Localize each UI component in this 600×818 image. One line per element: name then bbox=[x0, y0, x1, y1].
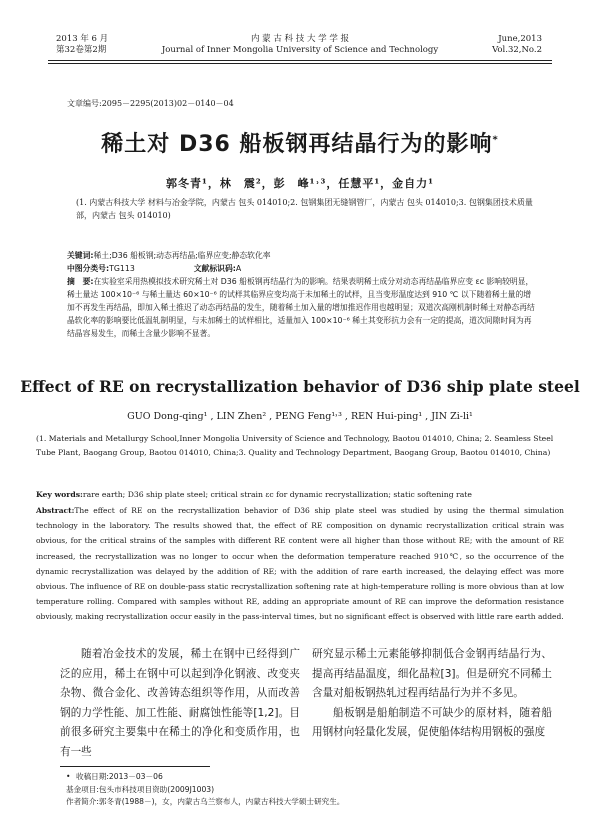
journal-name-en: Journal of Inner Mongolia University of Science and Technology bbox=[161, 45, 439, 55]
paper-title-zh bbox=[0, 127, 600, 158]
keywords-zh-text: 稀土;D36 船板钢;动态再结晶;临界应变;静态软化率 bbox=[93, 251, 271, 260]
keywords-en-text: rare earth; D36 ship plate steel; critical strain εc for dynamic recrystallization; static softening rate bbox=[82, 490, 472, 499]
doc-code-value: A bbox=[235, 264, 242, 273]
header-rule-thin bbox=[48, 63, 552, 64]
volume-issue-en: Vol.32,No.2 bbox=[492, 45, 542, 55]
issue-date: 2013 年 6 月 bbox=[56, 34, 109, 44]
running-header-right bbox=[492, 34, 542, 56]
authors-en: GUO Dong-qing¹ , LIN Zhen² , PENG Feng¹˒³ , REN Hui-ping¹ , JIN Zi-li¹ bbox=[127, 411, 473, 422]
body-column-right bbox=[312, 645, 552, 743]
abstract-zh-text: 在实验室采用热模拟技术研究稀土对 D36 船板钢再结晶行为的影响。结果表明稀土成分对动态再结晶临界应变 εc 影响较明显，稀土量达 100×10⁻⁶ 与稀土量达 60×10⁻⁶ 的试样其临界应变均高于未加稀土的试样，且当变形温度达到 910 ℃ 以下随着稀土量的增加不再发生再结晶，即加入稀土推迟了动态再结晶的发生，随着稀土加入量的增加推迟作用也越明显；双道次高刚机制时稀土对静态再结晶软化率的影响要比低温轧制明显，与未加稀土的试样相比，适量加入 100×10⁻⁶ 稀土其变形抗力会有一定的提高，道次间隙时间为再结晶容易发生，而稀土含量少影响不显著。 bbox=[67, 277, 535, 338]
paper-title-en: Effect of RE on recrystallization behavior of D36 ship plate steel bbox=[20, 377, 580, 396]
metadata-zh bbox=[67, 249, 537, 340]
footnote-received bbox=[66, 771, 546, 784]
footnotes bbox=[66, 771, 546, 809]
footnote-author: 作者简介:郭冬青(1988－)，女，内蒙古乌兰察布人，内蒙古科技大学硕士研究生。 bbox=[66, 797, 345, 806]
abstract-zh-label: 摘 要: bbox=[67, 277, 94, 286]
abstract-en-text: The effect of RE on the recrystallization behavior of D36 ship plate steel was studied by using the thermal simulation technology in the laboratory. The results showed that, the effect of RE composition on dynamic recrystallization critical strain was obvious, for the critical strains of the samples with different RE content were all higher than those without RE; with the amount of RE increased, the recrystallization was no longer to occur when the deformation temperature reached 910℃, so the occurrence of the dynamic recrystallization was delayed by the addition of RE; with the addition of rare earth increased, the delaying effect was more obvious. The influence of RE on double-pass static recrystallization softening rate at high-temperature rolling is more obvious than at low temperature rolling. Compared with samples without RE, adding an appropriate amount of RE can improve the deformation resistance obviously, making recrystallization occur easily in the pass-interval times, but no significant effect is observed with little rare earth added. bbox=[36, 506, 564, 622]
keywords-en-label: Key words: bbox=[36, 490, 83, 499]
footnote-rule bbox=[60, 766, 210, 767]
footnote-fund: 基金项目:包头市科技项目资助(2009J1003) bbox=[66, 784, 215, 794]
keywords-en bbox=[36, 488, 564, 501]
title-footnote-mark: * bbox=[492, 134, 499, 146]
classification-line bbox=[67, 262, 537, 275]
header-rule-thick bbox=[48, 60, 552, 61]
clc-label: 中图分类号: bbox=[67, 264, 110, 273]
issue-date-en: June,2013 bbox=[498, 34, 542, 44]
abstract-zh bbox=[67, 275, 537, 340]
affiliation-en: (1. Materials and Metallurgy School,Inner Mongolia University of Science and Technology, Baotou 014010, China; 2. Seamless Steel Tube Plant, Baogang Group, Baotou 014010, China;3. Quality and Technology Department, Baogang Group, Baotou 014010, China) bbox=[36, 434, 554, 457]
affiliation-zh: (1. 内蒙古科技大学 材料与冶金学院，内蒙古 包头 014010;2. 包钢集团无缝钢管厂，内蒙古 包头 014010;3. 包钢集团技术质量部，内蒙古 包头 014010) bbox=[76, 198, 533, 220]
abstract-en-label: Abstract: bbox=[36, 506, 75, 515]
abstract-en bbox=[36, 503, 564, 625]
clc-value: TG113 bbox=[109, 264, 135, 273]
doc-code-label: 文献标识码: bbox=[193, 264, 236, 273]
volume-issue: 第32卷第2期 bbox=[56, 45, 107, 55]
article-number: 文章编号:2095－2295(2013)02－0140－04 bbox=[67, 99, 234, 108]
body-right-paragraph-1: 研究显示稀土元素能够抑制低合金钢再结晶行为、提高再结晶温度，细化晶粒[3]。但是研究不同稀土含量对船板钢热轧过程再结晶行为并不多见。 bbox=[312, 648, 552, 699]
footnote-bullet: • bbox=[66, 772, 71, 781]
keywords-zh-label: 关键词: bbox=[67, 251, 94, 260]
keywords-zh bbox=[67, 249, 537, 262]
journal-name-zh: 内 蒙 古 科 技 大 学 学 报 bbox=[250, 34, 350, 44]
authors-zh: 郭冬青¹，林 震²，彭 峰¹˒³，任慧平¹，金自力¹ bbox=[166, 177, 434, 190]
body-column-left: 随着冶金技术的发展，稀土在钢中已经得到广泛的应用，稀土在钢中可以起到净化钢液、改变夹杂物、微合金化、改善铸态组织等作用，从而改善钢的力学性能、加工性能、耐腐蚀性能等[1,2]。目前很多研究主要集中在稀土的净化和变质作用，也有一些 bbox=[60, 648, 300, 758]
body-right-paragraph-2: 船板钢是船舶制造不可缺少的原材料，随着船用钢材向轻量化发展，促使船体结构用钢板的强度 bbox=[312, 706, 552, 738]
footnote-received-text: 收稿日期:2013－03－06 bbox=[76, 772, 163, 781]
paper-title-zh-text: 稀土对 D36 船板钢再结晶行为的影响 bbox=[101, 132, 493, 157]
